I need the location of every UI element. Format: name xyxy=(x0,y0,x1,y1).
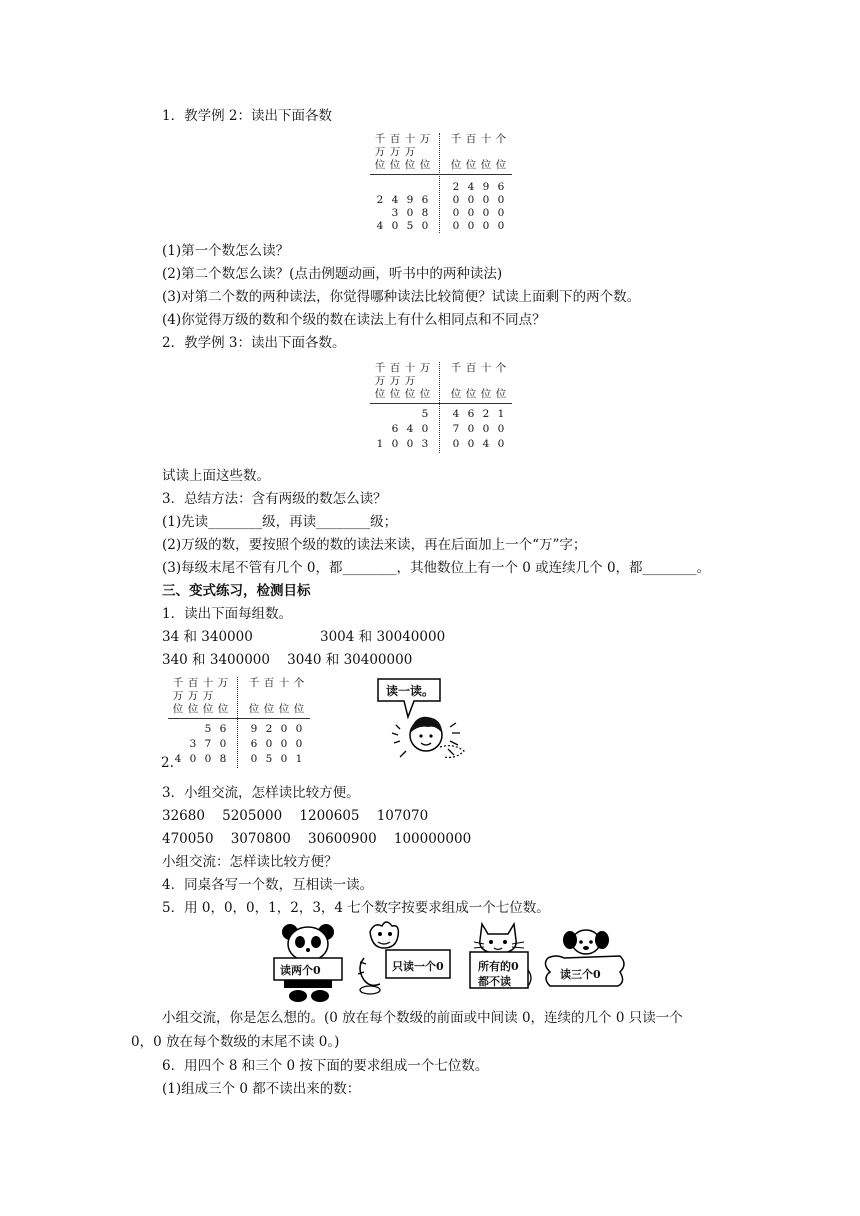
header-bottom-cell: 位 xyxy=(419,159,431,171)
header-top-cell: 千 xyxy=(450,133,462,145)
header-top-cell: 个 xyxy=(495,133,507,145)
header-bottom-cell: 位 xyxy=(480,388,492,400)
digit-cell: 2 xyxy=(482,408,490,420)
digit-cell: 0 xyxy=(497,194,505,206)
digit-cell: 6 xyxy=(219,723,227,735)
header-top-cell: 百 xyxy=(389,133,401,145)
header-top-cell: 个 xyxy=(495,362,507,374)
digit-cell: 1 xyxy=(295,753,303,765)
header-mid-cell: 万 xyxy=(404,375,416,387)
try-reading: 试读上面这些数。 xyxy=(162,468,270,484)
digit-cell: 0 xyxy=(391,438,399,450)
digit-cell: 0 xyxy=(497,207,505,219)
digit-cell: 0 xyxy=(482,423,490,435)
digit-cell: 2 xyxy=(376,194,384,206)
digit-cell: 9 xyxy=(406,194,414,206)
group-1a: 34 和 340000 xyxy=(162,629,253,645)
cat-illustration xyxy=(466,920,534,998)
digit-cell: 0 xyxy=(452,207,460,219)
exercise-3: 3．小组交流，怎样读比较方便。 xyxy=(162,785,360,801)
digit-cell: 6 xyxy=(421,194,429,206)
header-rule xyxy=(370,174,512,175)
header-bottom-cell: 位 xyxy=(278,703,290,715)
summary-step-3: (3)每级末尾不管有几个 0，都________，其他数位上有一个 0 或连续几个 0，都________。 xyxy=(162,560,711,576)
exercise-1: 1．读出下面每组数。 xyxy=(162,606,293,622)
digit-cell: 4 xyxy=(174,753,182,765)
digit-cell: 3 xyxy=(421,438,429,450)
digit-cell: 8 xyxy=(421,207,429,219)
question-4: (4)你觉得万级的数和个级的数在读法上有什么相同点和不同点？ xyxy=(162,312,546,328)
level-divider xyxy=(439,362,440,453)
header-mid-cell: 万 xyxy=(389,146,401,158)
header-top-cell: 千 xyxy=(172,677,184,689)
cat-sign-text-line1: 所有的0 xyxy=(478,960,519,973)
header-top-cell: 十 xyxy=(404,362,416,374)
section-3-heading: 三、变式练习，检测目标 xyxy=(162,583,311,599)
header-bottom-cell: 位 xyxy=(217,703,229,715)
digit-cell: 0 xyxy=(421,423,429,435)
digit-cell: 0 xyxy=(497,438,505,450)
header-bottom-cell: 位 xyxy=(450,159,462,171)
header-bottom-cell: 位 xyxy=(450,388,462,400)
exercise-6-part-1: (1)组成三个 0 都不读出来的数： xyxy=(162,1081,361,1097)
digit-cell: 0 xyxy=(219,738,227,750)
header-mid-cell: 万 xyxy=(172,690,184,702)
header-bottom-cell: 位 xyxy=(419,388,431,400)
header-bottom-cell: 位 xyxy=(202,703,214,715)
digit-cell: 0 xyxy=(452,194,460,206)
summary-step-2: (2)万级的数，要按照个级的数的读法来读，再在后面加上一个“万”字； xyxy=(162,537,587,553)
summary-title: 3．总结方法：含有两级的数怎么读？ xyxy=(162,491,387,507)
numbers-row-1: 32680 5205000 1200605 107070 xyxy=(162,808,429,824)
header-rule xyxy=(370,403,512,404)
digit-cell: 4 xyxy=(452,408,460,420)
question-3: (3)对第二个数的两种读法，你觉得哪种读法比较简便？试读上面剩下的两个数。 xyxy=(162,289,641,305)
header-top-cell: 十 xyxy=(480,362,492,374)
exercise-4: 4．同桌各写一个数，互相读一读。 xyxy=(162,877,374,893)
digit-cell: 0 xyxy=(280,723,288,735)
dinosaur-sign-text: 只读一个0 xyxy=(392,960,444,973)
example2-title: 1．教学例 2：读出下面各数 xyxy=(162,108,332,124)
header-top-cell: 十 xyxy=(480,133,492,145)
digit-cell: 0 xyxy=(406,438,414,450)
header-bottom-cell: 位 xyxy=(187,703,199,715)
digit-cell: 2 xyxy=(452,181,460,193)
place-value-table-example3 xyxy=(374,362,524,454)
digit-cell: 6 xyxy=(250,738,258,750)
header-bottom-cell: 位 xyxy=(374,159,386,171)
reading-child-illustration xyxy=(370,673,480,765)
header-top-cell: 千 xyxy=(248,677,260,689)
dog-illustration xyxy=(540,926,632,992)
digit-cell: 6 xyxy=(467,408,475,420)
header-mid-cell: 万 xyxy=(404,146,416,158)
digit-cell: 0 xyxy=(497,220,505,232)
digit-cell: 0 xyxy=(467,207,475,219)
summary-step-1: (1)先读________级，再读________级； xyxy=(162,514,398,530)
digit-cell: 0 xyxy=(391,220,399,232)
digit-cell: 5 xyxy=(265,753,273,765)
digit-cell: 0 xyxy=(467,423,475,435)
digit-cell: 0 xyxy=(482,207,490,219)
digit-cell: 2 xyxy=(265,723,273,735)
header-top-cell: 个 xyxy=(293,677,305,689)
digit-cell: 0 xyxy=(265,738,273,750)
header-top-cell: 千 xyxy=(450,362,462,374)
header-bottom-cell: 位 xyxy=(404,388,416,400)
header-mid-cell: 万 xyxy=(389,375,401,387)
dinosaur-illustration xyxy=(352,918,452,998)
header-bottom-cell: 位 xyxy=(389,388,401,400)
place-value-table-example2 xyxy=(374,133,524,233)
digit-cell: 0 xyxy=(280,738,288,750)
panda-illustration xyxy=(270,922,348,1002)
header-bottom-cell: 位 xyxy=(172,703,184,715)
digit-cell: 0 xyxy=(280,753,288,765)
digit-cell: 0 xyxy=(189,753,197,765)
exercise-2-label: 2. xyxy=(161,755,174,771)
header-bottom-cell: 位 xyxy=(495,159,507,171)
group-1b: 3004 和 30040000 xyxy=(320,629,446,645)
digit-cell: 0 xyxy=(452,438,460,450)
digit-cell: 3 xyxy=(189,738,197,750)
speech-bubble-text: 读一读。 xyxy=(386,684,435,698)
digit-cell: 0 xyxy=(250,753,258,765)
header-bottom-cell: 位 xyxy=(480,159,492,171)
header-top-cell: 百 xyxy=(389,362,401,374)
digit-cell: 0 xyxy=(452,220,460,232)
header-mid-cell: 万 xyxy=(202,690,214,702)
question-2: (2)第二个数怎么读？(点击例题动画，听书中的两种读法) xyxy=(162,266,503,282)
digit-cell: 0 xyxy=(467,438,475,450)
header-bottom-cell: 位 xyxy=(389,159,401,171)
digit-cell: 0 xyxy=(467,194,475,206)
header-top-cell: 十 xyxy=(202,677,214,689)
header-top-cell: 万 xyxy=(419,362,431,374)
digit-cell: 1 xyxy=(376,438,384,450)
header-mid-cell: 万 xyxy=(187,690,199,702)
digit-cell: 0 xyxy=(204,753,212,765)
level-divider xyxy=(237,677,238,768)
header-bottom-cell: 位 xyxy=(374,388,386,400)
example3-title: 2．教学例 3：读出下面各数。 xyxy=(162,335,346,351)
dog-sign-text: 读三个0 xyxy=(560,968,601,981)
question-1: (1)第一个数怎么读？ xyxy=(162,243,290,259)
digit-cell: 0 xyxy=(406,207,414,219)
digit-cell: 0 xyxy=(482,194,490,206)
digit-cell: 6 xyxy=(391,423,399,435)
header-top-cell: 万 xyxy=(419,133,431,145)
digit-cell: 4 xyxy=(406,423,414,435)
digit-cell: 0 xyxy=(295,723,303,735)
level-divider xyxy=(439,133,440,233)
digit-cell: 4 xyxy=(467,181,475,193)
explanation-line-2: 0，0 放在每个数级的末尾不读 0。) xyxy=(131,1034,340,1050)
digit-cell: 0 xyxy=(497,423,505,435)
panda-sign-text: 读两个0 xyxy=(280,964,321,977)
header-mid-cell: 万 xyxy=(374,146,386,158)
header-top-cell: 万 xyxy=(217,677,229,689)
header-top-cell: 十 xyxy=(404,133,416,145)
digit-cell: 4 xyxy=(482,438,490,450)
cat-sign-text-line2: 都不读 xyxy=(478,975,511,988)
digit-cell: 4 xyxy=(376,220,384,232)
header-top-cell: 千 xyxy=(374,362,386,374)
header-bottom-cell: 位 xyxy=(263,703,275,715)
header-bottom-cell: 位 xyxy=(248,703,260,715)
group-discussion: 小组交流：怎样读比较方便？ xyxy=(162,854,338,870)
header-top-cell: 千 xyxy=(374,133,386,145)
digit-cell: 7 xyxy=(452,423,460,435)
digit-cell: 9 xyxy=(250,723,258,735)
digit-cell: 0 xyxy=(295,738,303,750)
digit-cell: 9 xyxy=(482,181,490,193)
header-rule xyxy=(168,718,310,719)
group-2: 340 和 3400000 3040 和 30400000 xyxy=(162,652,413,668)
explanation-line-1: 小组交流，你是怎么想的。(0 放在每个数级的前面或中间读 0，连续的几个 0 只读一个 xyxy=(162,1010,683,1026)
header-top-cell: 十 xyxy=(278,677,290,689)
numbers-row-2: 470050 3070800 30600900 100000000 xyxy=(162,831,472,847)
exercise-5: 5．用 0，0，0，1，2，3，4 七个数字按要求组成一个七位数。 xyxy=(162,900,550,916)
header-top-cell: 百 xyxy=(465,133,477,145)
header-top-cell: 百 xyxy=(465,362,477,374)
digit-cell: 0 xyxy=(482,220,490,232)
digit-cell: 4 xyxy=(391,194,399,206)
digit-cell: 0 xyxy=(421,220,429,232)
header-bottom-cell: 位 xyxy=(293,703,305,715)
digit-cell: 0 xyxy=(467,220,475,232)
digit-cell: 5 xyxy=(406,220,414,232)
place-value-table-exercise2 xyxy=(172,677,322,769)
header-bottom-cell: 位 xyxy=(404,159,416,171)
digit-cell: 6 xyxy=(497,181,505,193)
digit-cell: 3 xyxy=(391,207,399,219)
header-bottom-cell: 位 xyxy=(465,388,477,400)
header-bottom-cell: 位 xyxy=(465,159,477,171)
header-mid-cell: 万 xyxy=(374,375,386,387)
header-bottom-cell: 位 xyxy=(495,388,507,400)
digit-cell: 5 xyxy=(204,723,212,735)
header-top-cell: 百 xyxy=(263,677,275,689)
digit-cell: 1 xyxy=(497,408,505,420)
exercise-6: 6．用四个 8 和三个 0 按下面的要求组成一个七位数。 xyxy=(162,1058,489,1074)
digit-cell: 5 xyxy=(421,408,429,420)
digit-cell: 7 xyxy=(204,738,212,750)
header-top-cell: 百 xyxy=(187,677,199,689)
digit-cell: 8 xyxy=(219,753,227,765)
